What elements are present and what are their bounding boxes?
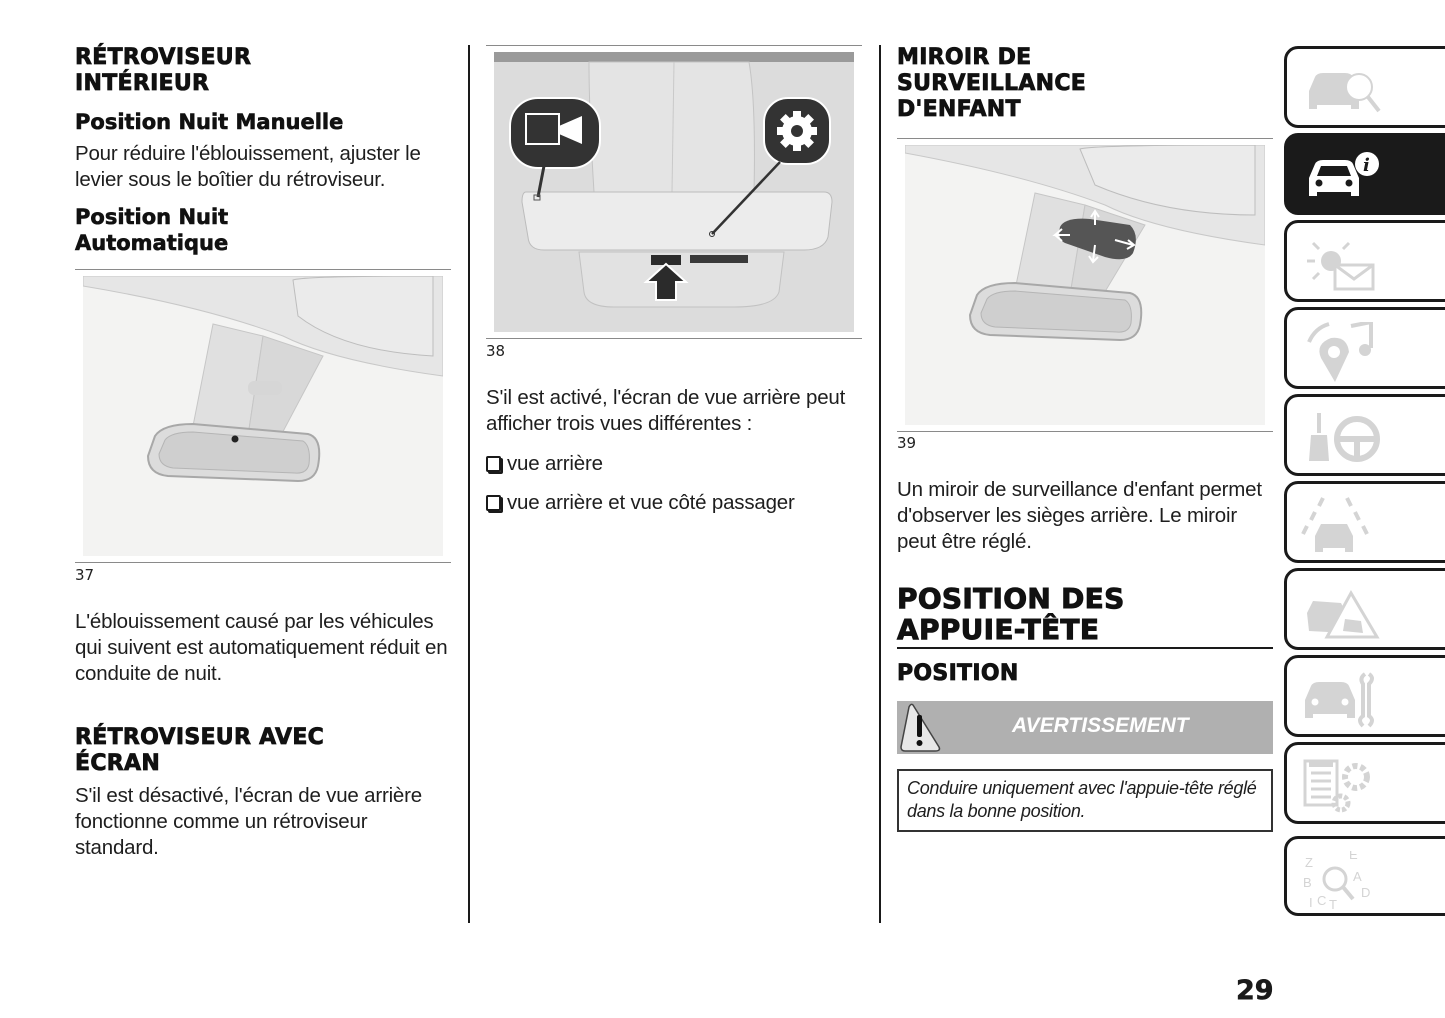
svg-text:E: E bbox=[1349, 851, 1358, 862]
text-child-mirror: Un miroir de surveillance d'enfant permet d'observer les sièges arrière. Le miroir peut être réglé. bbox=[897, 478, 1262, 553]
screen-mirror-illustration bbox=[494, 52, 854, 332]
tab-emergency[interactable] bbox=[1284, 568, 1445, 650]
column-divider bbox=[468, 45, 470, 923]
child-mirror-illustration bbox=[905, 145, 1265, 425]
svg-text:T: T bbox=[1329, 897, 1337, 911]
figure-37-image bbox=[83, 276, 443, 556]
subheading-position: POSITION bbox=[897, 661, 1019, 686]
car-search-icon bbox=[1301, 61, 1381, 121]
figure-38-number: 38 bbox=[486, 342, 506, 360]
emergency-icon bbox=[1301, 583, 1381, 643]
figure-38 bbox=[486, 45, 862, 339]
tab-car-search[interactable] bbox=[1284, 46, 1445, 128]
heading-miroir-surveillance-enfant: MIROIR DE SURVEILLANCE D'ENFANT bbox=[897, 45, 1087, 122]
tab-driving[interactable] bbox=[1284, 394, 1445, 476]
svg-text:Z: Z bbox=[1305, 855, 1313, 870]
text-screen-on: S'il est activé, l'écran de vue arrière peut afficher trois vues différentes : bbox=[486, 386, 846, 435]
figure-39-image bbox=[905, 145, 1265, 425]
svg-text:D: D bbox=[1361, 885, 1371, 900]
figure-38-image bbox=[494, 52, 854, 332]
tab-multimedia[interactable] bbox=[1284, 307, 1445, 389]
steering-wheel-icon bbox=[1301, 409, 1381, 469]
text-screen-off: S'il est désactivé, l'écran de vue arrière fonctionne comme un rétroviseur standard. bbox=[75, 784, 422, 859]
column-divider bbox=[879, 45, 881, 923]
rearview-mirror-illustration bbox=[83, 276, 443, 556]
heading-position-appuie-tete: POSITION DES APPUIE-TÊTE bbox=[897, 582, 1125, 646]
page-number: 29 bbox=[1236, 975, 1274, 1006]
bullet-item: vue arrière bbox=[486, 451, 862, 477]
car-info-icon bbox=[1301, 148, 1381, 208]
light-message-icon bbox=[1301, 235, 1381, 295]
index-icon bbox=[1301, 851, 1381, 911]
subheading-position-nuit-automatique: Position Nuit Automatique bbox=[75, 205, 229, 255]
subheading-position-nuit-manuelle: Position Nuit Manuelle bbox=[75, 110, 344, 134]
svg-text:I: I bbox=[1309, 895, 1313, 910]
warning-header bbox=[897, 701, 1273, 754]
warning-text: Conduire uniquement avec l'appuie-tête réglé dans la bonne position. bbox=[907, 778, 1257, 821]
figure-37 bbox=[75, 269, 451, 563]
tab-car-info[interactable] bbox=[1284, 133, 1445, 215]
checkbox-bullet-icon bbox=[486, 456, 501, 472]
svg-text:i: i bbox=[1363, 155, 1370, 176]
heading-underline bbox=[897, 647, 1273, 649]
text-manual: Pour réduire l'éblouissement, ajuster le levier sous le boîtier du rétroviseur. bbox=[75, 142, 421, 191]
tab-driving-assist[interactable] bbox=[1284, 481, 1445, 563]
svg-text:A: A bbox=[1353, 869, 1362, 884]
warning-box bbox=[897, 769, 1273, 832]
figure-37-number: 37 bbox=[75, 566, 95, 584]
warning-title: AVERTISSEMENT bbox=[1012, 714, 1189, 737]
figure-39 bbox=[897, 138, 1273, 432]
figure-39-number: 39 bbox=[897, 434, 917, 452]
heading-retroviseur-interieur: RÉTROVISEUR INTÉRIEUR bbox=[75, 45, 252, 96]
text-auto: L'éblouissement causé par les véhicules qui suivent est automatiquement réduit en conduite de nuit. bbox=[75, 610, 448, 685]
maintenance-icon bbox=[1301, 670, 1381, 730]
technical-data-icon bbox=[1301, 757, 1381, 817]
media-navigation-icon bbox=[1301, 322, 1381, 382]
svg-text:B: B bbox=[1303, 875, 1312, 890]
checkbox-bullet-icon bbox=[486, 495, 501, 511]
svg-text:C: C bbox=[1317, 893, 1327, 908]
heading-retroviseur-avec-ecran: RÉTROVISEUR AVEC ÉCRAN bbox=[75, 725, 325, 776]
tab-maintenance[interactable] bbox=[1284, 655, 1445, 737]
bullet-item: vue arrière et vue côté passager bbox=[486, 490, 862, 516]
tab-lights-messages[interactable] bbox=[1284, 220, 1445, 302]
driving-assist-icon bbox=[1301, 496, 1381, 556]
tab-index[interactable] bbox=[1284, 836, 1445, 916]
tab-technical-data[interactable] bbox=[1284, 742, 1445, 824]
warning-triangle-icon bbox=[899, 703, 943, 753]
